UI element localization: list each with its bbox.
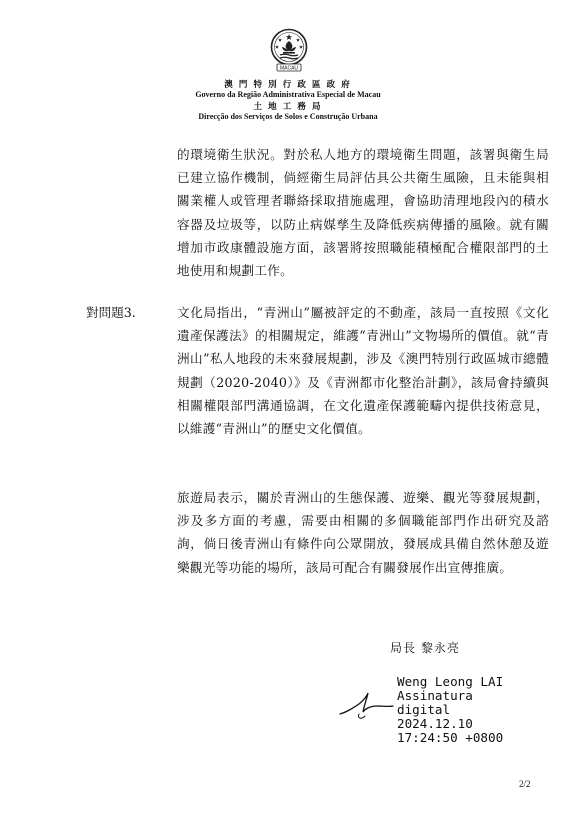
handwritten-signature-icon <box>337 684 395 730</box>
signature-label-assinatura: Assinatura <box>397 688 473 703</box>
signature-time: 17:24:50 +0800 <box>397 730 504 745</box>
bureau-name-pt: Direcção dos Serviços de Solos e Construção Urbana <box>198 112 378 121</box>
paragraph-tourism: 旅遊局表示，關於青洲山的生態保護、遊樂、觀光等發展規劃，涉及多方面的考慮，需要由相關的多個職能部門作出研究及諮詢，倘日後青洲山有條件向公眾開放，發展成具備自然休憩及遊樂觀光等功能的場所，該局可配合有關發展作出宣傳推廣。 <box>177 490 549 575</box>
signature-name: Weng Leong LAI <box>397 674 504 689</box>
paragraph-cultural-affairs: 文化局指出，“青洲山”屬被評定的不動產，該局一直按照《文化遺產保護法》的相關規定，維護“青洲山”文物場所的價值。就“青洲山”私人地段的未來發展規劃，涉及《澳門特別行政區城市總體規劃（2020-2040）》及《青洲都市化整治計劃》，該局會持續與相關權限部門溝通協調，在文化遺產保護範疇內提供技術意見，以維護“青洲山”的歷史文化價值。 <box>177 305 549 437</box>
macau-emblem-icon <box>268 28 310 74</box>
signature-label-digital: digital <box>397 702 451 717</box>
digital-signature-block <box>397 675 503 745</box>
government-name-pt: Governo da Região Administrativa Especial de Macau <box>195 90 381 99</box>
government-name-zh: 澳 門 特 別 行 政 區 政 府 <box>224 79 352 89</box>
signatory-title: 局長 黎永亮 <box>390 641 460 655</box>
bureau-name-zh: 土 地 工 務 局 <box>253 101 323 111</box>
question-3-label: 對問題3. <box>86 305 136 320</box>
emblem-text: MACAU <box>279 65 299 72</box>
signature-date: 2024.12.10 <box>397 716 473 731</box>
page-number: 2/2 <box>519 779 531 789</box>
paragraph-environmental-hygiene: 的環境衛生狀況。對於私人地方的環境衛生問題，該署與衛生局已建立協作機制，倘經衛生局評估具公共衛生風險，且未能與相關業權人或管理者聯絡採取措施處理，會協助清理地段內的積水容器及垃圾等，以防止病媒孳生及降低疾病傳播的風險。就有關增加市政康體設施方面，該署將按照職能積極配合權限部門的土地使用和規劃工作。 <box>177 147 549 279</box>
